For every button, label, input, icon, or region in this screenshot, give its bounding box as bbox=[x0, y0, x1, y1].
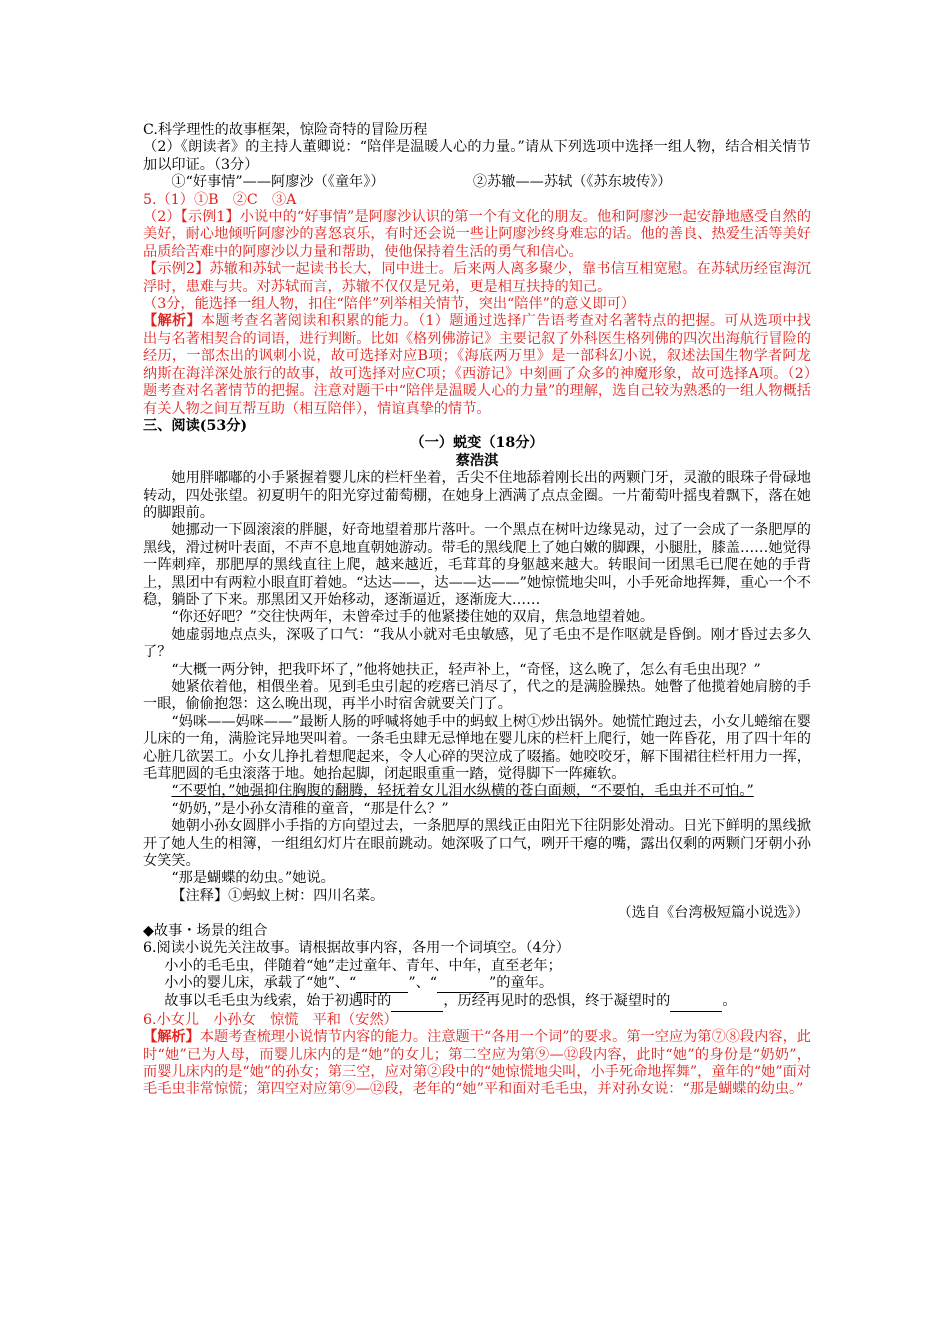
q6-analysis bbox=[143, 1029, 811, 1099]
document-page bbox=[143, 122, 811, 1099]
q4-opt2: ②苏辙——苏轼（《苏东坡传》） bbox=[472, 174, 672, 191]
story-paragraph-3: “你还好吧？”交往快两年，未曾牵过手的他紧搂住她的双肩，焦急地望着她。 bbox=[171, 609, 655, 626]
story-paragraph-11: “那是蝴蝶的幼虫。”她说。 bbox=[171, 870, 335, 887]
story-author: 蔡浩淇 bbox=[455, 452, 499, 469]
story-paragraph-4: 她虚弱地点点头，深吸了口气：“我从小就对毛虫敏感，见了毛虫不是作呕就是昏倒。刚才昏过去多久了？ bbox=[143, 626, 811, 661]
q6-line1: 小小的毛毛虫，伴随着“她”走过童年、青年、中年，直至老年； bbox=[164, 957, 562, 974]
story-paragraph-7: “妈咪——妈咪——”最断人肠的呼喊将她手中的蚂蚁上树①炒出锅外。她慌忙跑过去，小女儿蜷缩在婴儿床的一角，满脸诧异地哭叫着。一条毛虫肆无忌惮地在婴儿床的栏杆上爬行，她一阵昏花，用了四十年的心脏几欲罢工。小女儿挣扎着想爬起来，令人心碎的哭泣成了啜搐。她咬咬牙，解下围裙往栏杆用力一挥，毛茸肥圆的毛虫滚落于地。她抬起脚，闭起眼重重一踏，觉得脚下一阵瘫软。 bbox=[143, 713, 811, 783]
q5-example1 bbox=[143, 209, 811, 261]
story-source: （选自《台湾极短篇小说选》） bbox=[617, 905, 809, 922]
story-paragraph-9: “奶奶，”是小孙女清稚的童音，“那是什么？” bbox=[171, 800, 449, 817]
q5-ex1-prefix: （2） bbox=[143, 209, 181, 226]
q6-blank-1[interactable] bbox=[356, 975, 408, 993]
q6-prompt: 6.阅读小说先关注故事。请根据故事内容，各用一个词填空。（4分） bbox=[143, 940, 570, 957]
q5-answer-part1: 5.（1）①B ②C ③A bbox=[143, 191, 297, 208]
q6-line2-a: 小小的婴儿床，承载了“她”、“ bbox=[164, 974, 357, 991]
story-paragraph-5: “大概一两分钟，把我吓坏了，”他将她扶正，轻声补上，“奇怪，这么晚了，怎么有毛虫出现？” bbox=[171, 661, 761, 678]
q4-options bbox=[143, 174, 811, 191]
q5-scoring: （3分，能选择一组人物，扣住“陪伴”列举相关情节，突出“陪伴”的意义即可） bbox=[143, 296, 636, 313]
q6-line3-a: 故事以毛毛虫为线索，始于初遇时的 bbox=[164, 993, 392, 1010]
q6-answer: 6.小女儿 小孙女 惊慌 平和（安然） bbox=[143, 1011, 398, 1028]
q6-topic: ◆故事・场景的组合 bbox=[143, 922, 268, 939]
q4-opt1: ①“好事情”——阿廖沙（《童年》） bbox=[171, 174, 385, 191]
q5-analysis-text: 本题考查名著阅读和积累的能力。（1）题通过选择广告语考查对名著特点的把握。可从选项中找出与名著相契合的词语，进行判断。比如《格列佛游记》主要记叙了外科医生格列佛的四次出海航行冒险的经历，一部杰出的讽刺小说，故可选择对应B项；《海底两万里》是一部科幻小说，叙述法国生物学者阿龙纳斯在海洋深处旅行的故事，故可选择对应C项；《西游记》中刻画了众多的神魔形象，故可选择A项。（2）题考查对名著情节的把握。注意对题干中“陪伴是温暖人心的力量”的理解，选自己较为熟悉的一组人物概括有关人物之间互帮互助（相互陪伴），情谊真挚的情节。 bbox=[143, 313, 811, 417]
story-paragraph-8: “不要怕，”她强抑住胸腹的翻腾，轻抚着女儿泪水纵横的苍白面颊，“不要怕，毛虫并不可怕。” bbox=[171, 783, 754, 800]
q6-line3 bbox=[143, 993, 811, 1011]
story-paragraph-2: 她挪动一下圆滚滚的胖腿，好奇地望着那片落叶。一个黑点在树叶边缘晃动，过了一会成了一条肥厚的黑线，滑过树叶表面，不声不息地直朝她游动。带毛的黑线爬上了她白嫩的脚踝，小腿肚，膝盖……她觉得一阵刺痒，那肥厚的黑线直往上爬，越来越近，毛茸茸的身躯越来越大。转眼间一团黑毛已爬在她的手背上，黑团中有两粒小眼直盯着她。“达达——，达——达——”她惊慌地尖叫，小手死命地挥舞，重心一个不稳，躺卧了下来。那黑团又开始移动，逐渐逼近，逐渐庞大…… bbox=[143, 522, 811, 608]
story-paragraph-6: 她紧依着他，相偎坐着。见到毛虫引起的疙瘩已消尽了，代之的是满脸臊热。她瞥了他揽着她肩膀的手一眼，偷偷抱怨：这么晚出现，再半小时宿舍就要关门了。 bbox=[143, 679, 811, 713]
section3-heading: 三、阅读(53分) bbox=[143, 417, 248, 434]
q4-part2-prompt: （2）《朗读者》的主持人董卿说：“陪伴是温暖人心的力量。”请从下列选项中选择一组人物，结合相关情节加以印证。（3分） bbox=[143, 139, 811, 173]
q5-analysis bbox=[143, 313, 811, 417]
q5-example2 bbox=[143, 261, 811, 296]
q5-analysis-label: 【解析】 bbox=[143, 313, 201, 330]
q6-analysis-label: 【解析】 bbox=[143, 1029, 200, 1046]
q6-blank-2[interactable] bbox=[437, 975, 489, 993]
q6-line2-c: ”的童年。 bbox=[489, 974, 554, 991]
q4-option-c: C.科学理性的故事框架，惊险奇特的冒险历程 bbox=[143, 122, 428, 138]
q6-blank-3[interactable] bbox=[391, 993, 443, 1011]
story-paragraph-1: 她用胖嘟嘟的小手紧握着婴儿床的栏杆坐着，舌尖不住地舔着刚长出的两颗门牙，灵澈的眼珠子骨碌地转动，四处张望。初夏明午的阳光穿过葡萄棚，在她身上洒满了点点金圈。一片葡萄叶摇曳着飘下，落在她的脚跟前。 bbox=[143, 470, 811, 521]
q6-line2 bbox=[143, 975, 811, 993]
story-paragraph-10: 她朝小孙女圆胖小手指的方向望过去，一条肥厚的黑线正由阳光下往阴影处滑动。日光下鲜明的黑线掀开了她人生的相簿，一组组幻灯片在眼前跳动。她深吸了口气，咧开干瘪的嘴，露出仅剩的两颗门牙朝小孙女笑笑。 bbox=[143, 818, 811, 870]
story-note: 【注释】①蚂蚁上树：四川名菜。 bbox=[171, 887, 385, 904]
q6-line3-c: 。 bbox=[722, 993, 737, 1010]
q5-ex2-label: 【示例2】 bbox=[143, 261, 210, 278]
q6-line2-b: ”、“ bbox=[408, 974, 438, 991]
q6-line3-b: ，历经再见时的恐惧，终于凝望时的 bbox=[443, 993, 671, 1010]
q6-analysis-text: 本题考查梳理小说情节内容的能力。注意题干“各用一个词”的要求。第一空应为第⑦⑧段内容，此时“她”已为人母，而婴儿床内的是“她”的女儿；第二空应为第⑨—⑫段内容，此时“她”的身份是“奶奶”，而婴儿床内的是“她”的孙女；第三空，应对第②段中的“她惊慌地尖叫，小手死命地挥舞”，童年的“她”面对毛毛虫非常惊慌；第四空对应第⑨—⑫段，老年的“她”平和面对毛毛虫，并对孙女说：“那是蝴蝶的幼虫。” bbox=[143, 1029, 811, 1098]
q5-ex2-text: 苏辙和苏轼一起读书长大，同中进士。后来两人离多聚少，靠书信互相宽慰。在苏轼历经宦海沉浮时，患难与共。对苏轼而言，苏辙不仅仅是兄弟，更是相互扶持的知己。 bbox=[143, 261, 811, 295]
story-title: （一）蜕变（18分） bbox=[410, 435, 544, 452]
q5-ex1-label: 【示例1】 bbox=[180, 209, 240, 226]
q6-blank-4[interactable] bbox=[670, 993, 722, 1011]
q5-ex1-text: 小说中的“好事情”是阿廖沙认识的第一个有文化的朋友。他和阿廖沙一起安静地感受自然的美好，耐心地倾听阿廖沙的喜怒哀乐，有时还会说一些让阿廖沙终身难忘的话。他的善良、热爱生活等美好品质给苦难中的阿廖沙以力量和帮助，使他保持着生活的勇气和信心。 bbox=[143, 209, 812, 260]
